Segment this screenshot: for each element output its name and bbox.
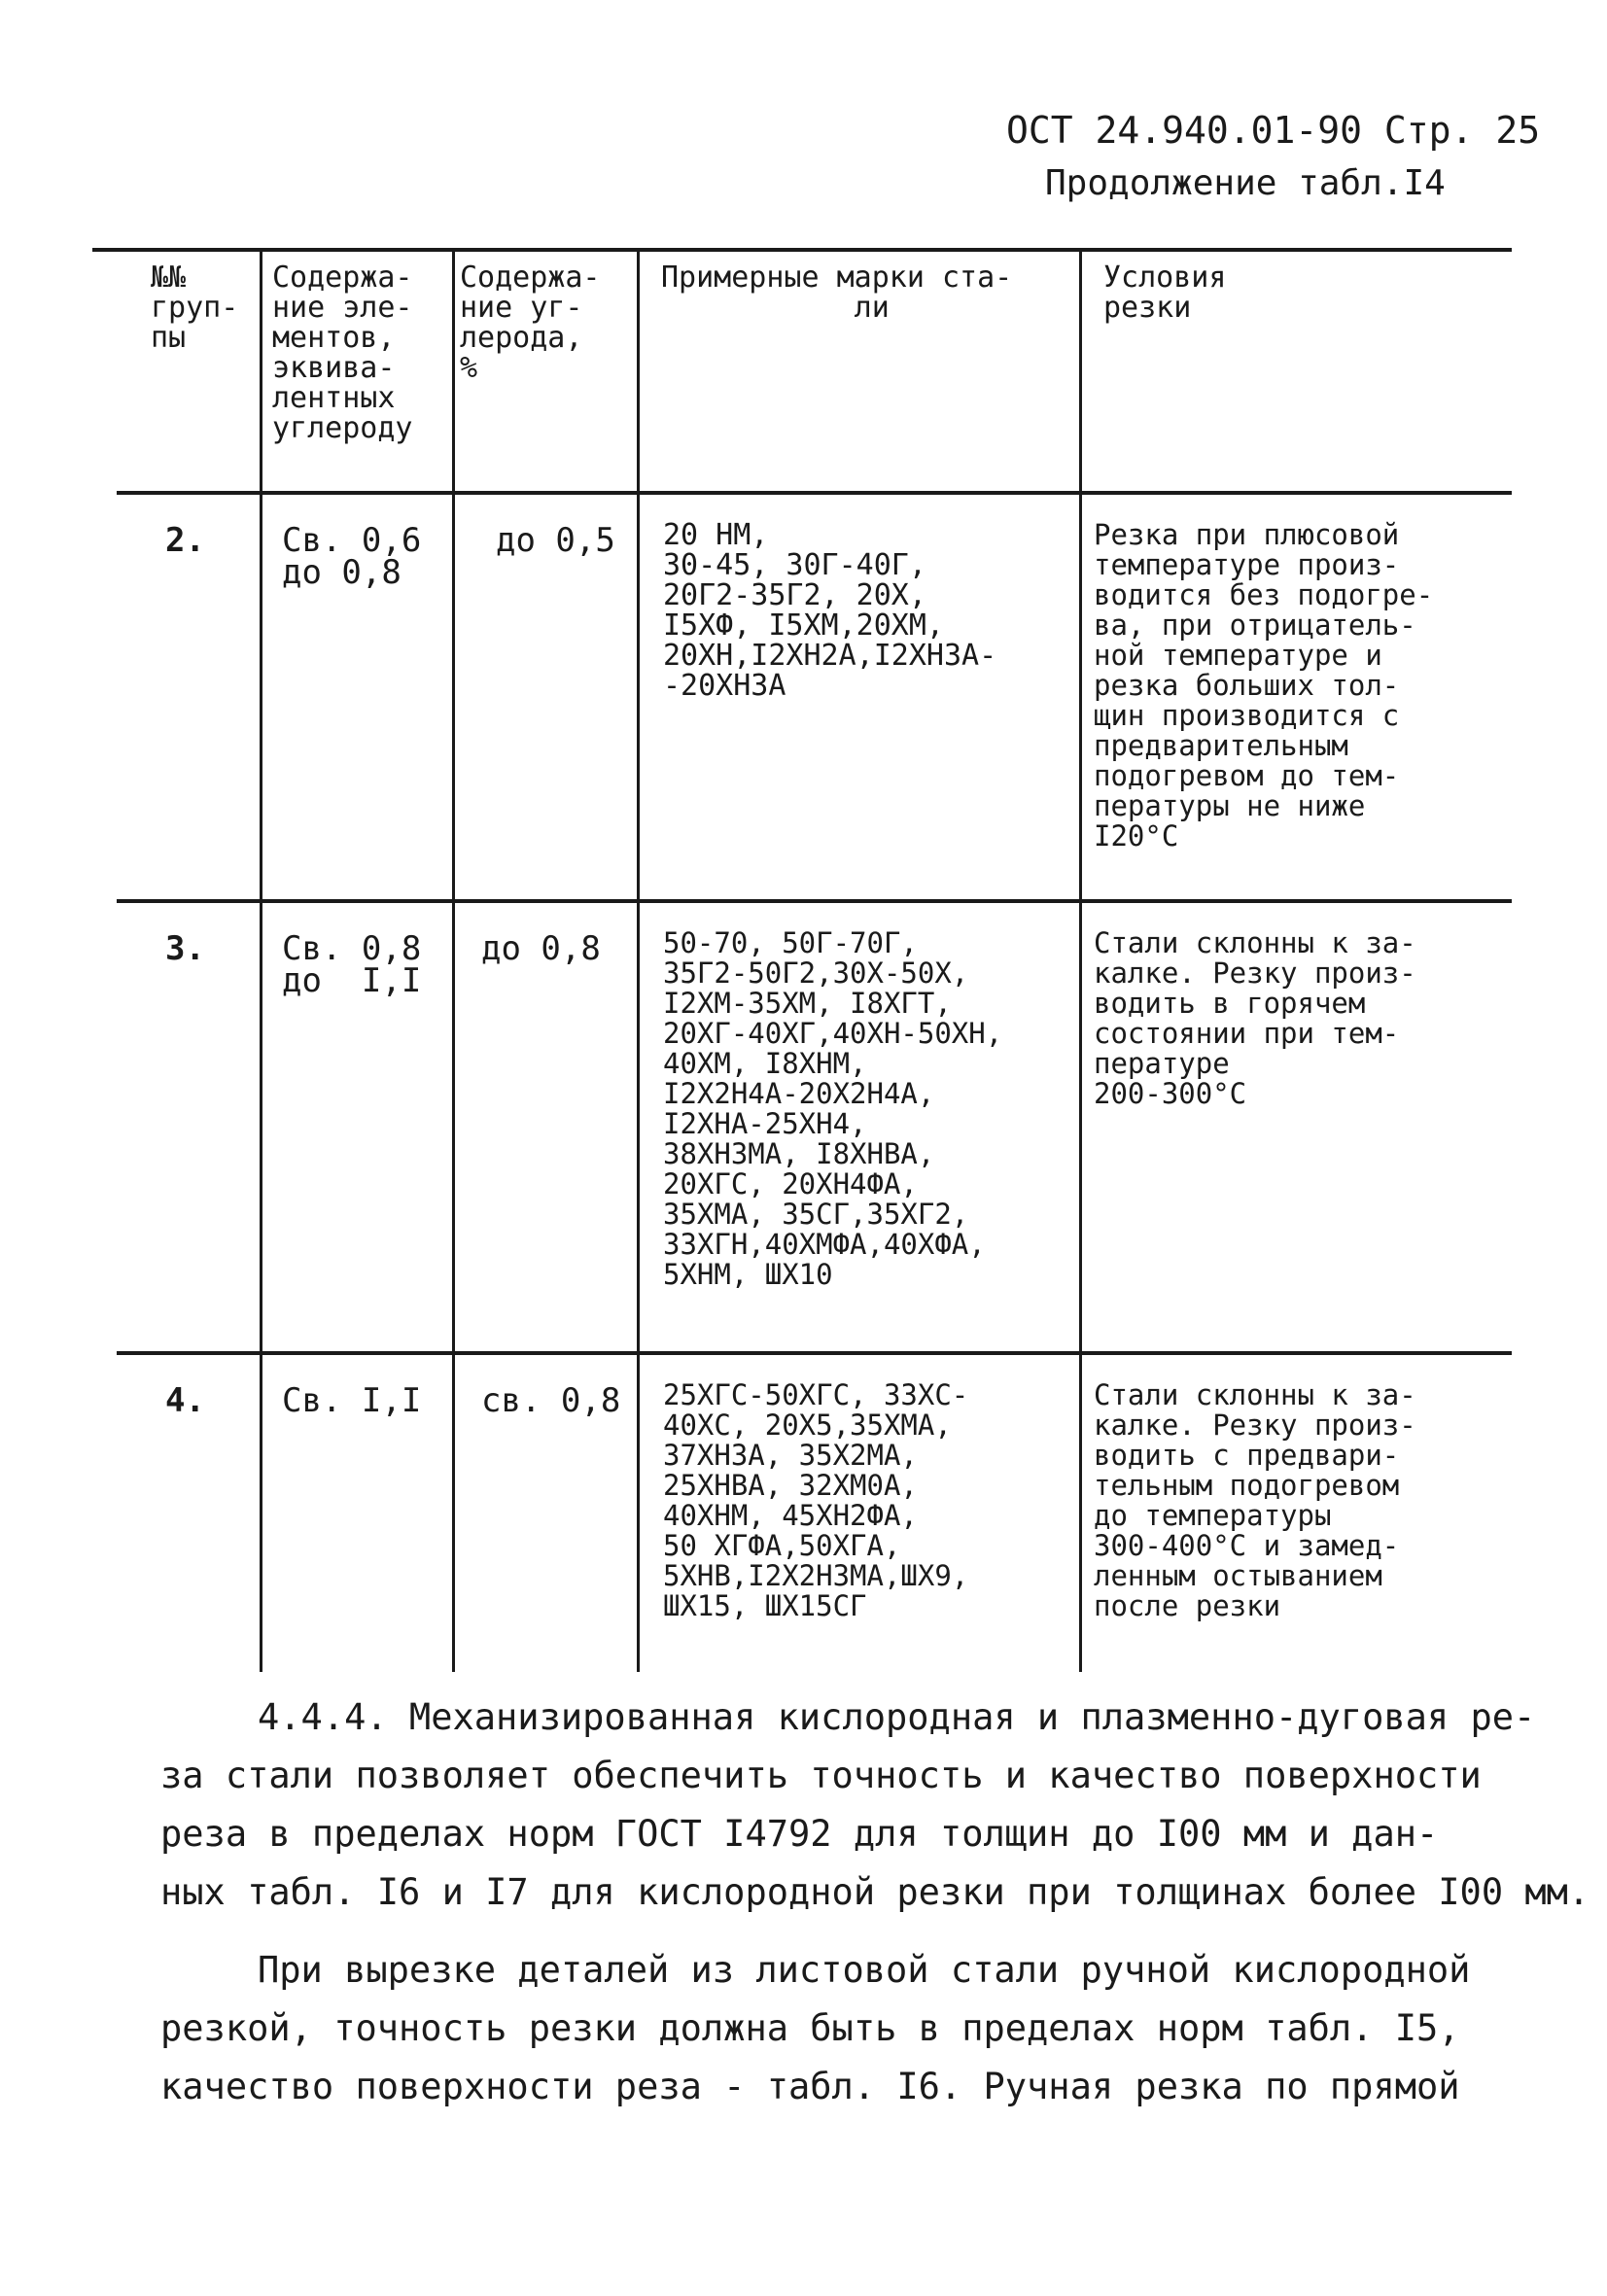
paragraph-4-4-4-line-3: реза в пределах норм ГОСТ I4792 для толщин до I00 мм и дан-	[160, 1813, 1439, 1855]
header-cutting-conditions: Условия резки	[1103, 261, 1227, 325]
row2-carbon: до 0,5	[496, 521, 615, 560]
header-steel-grades: Примерные марки ста- ли	[661, 261, 1013, 325]
row3-conditions: Стали склонны к за- калке. Резку произ- водить в горячем состоянии при тем- пературе 200-300°С	[1094, 926, 1416, 1110]
row3-bottom-rule	[117, 1351, 1512, 1355]
row4-grades: 25ХГС-50ХГС, 33ХС- 40ХС, 20Х5,35ХМА, 37ХН3А, 35Х2МА, 25ХНВА, 32ХМ0А, 40ХНМ, 45ХН2ФА, 50 ХГФА,50ХГА, 5ХНВ,I2Х2Н3МА,ШХ9, ШХ15, ШХ15СГ	[663, 1378, 969, 1622]
row2-equivalent: Св. 0,6 до 0,8	[282, 521, 422, 592]
paragraph-2-line-3: качество поверхности реза - табл. I6. Ручная резка по прямой	[160, 2066, 1460, 2107]
paragraph-4-4-4-line-4: ных табл. I6 и I7 для кислородной резки при толщинах более I00 мм.	[160, 1871, 1590, 1913]
header-carbon-content: Содержа- ние уг- лерода, %	[460, 261, 601, 385]
table-top-rule	[92, 248, 1512, 252]
header-bottom-rule	[117, 491, 1512, 495]
row2-grades: 20 НМ, 30-45, 30Г-40Г, 20Г2-35Г2, 20Х, I5ХФ, I5ХМ,20ХМ, 20ХН,I2ХН2А,I2ХН3А- -20ХН3А	[663, 518, 997, 703]
row4-conditions: Стали склонны к за- калке. Резку произ- водить с предвари- тельным подогревом до температуры 300-400°С и замед- ленным остыванием после резки	[1094, 1378, 1416, 1622]
paragraph-2-line-2: резкой, точность резки должна быть в пределах норм табл. I5,	[160, 2007, 1460, 2049]
column-divider-2	[452, 248, 455, 1672]
column-divider-4	[1079, 248, 1082, 1672]
row3-equivalent: Св. 0,8 до I,I	[282, 929, 422, 1000]
header-equivalent-content: Содержа- ние эле- ментов, эквива- лентных углероду	[272, 261, 413, 445]
column-divider-1	[260, 248, 262, 1672]
row3-group: 3.	[165, 929, 205, 968]
paragraph-4-4-4-line-1: 4.4.4. Механизированная кислородная и плазменно-дуговая ре-	[258, 1696, 1536, 1738]
row4-carbon: св. 0,8	[481, 1381, 621, 1420]
row4-group: 4.	[165, 1381, 205, 1420]
column-divider-3	[637, 248, 640, 1672]
row3-carbon: до 0,8	[481, 929, 601, 968]
table-continuation-label: Продолжение табл.I4	[1045, 163, 1446, 203]
header-group-no: №№ груп- пы	[151, 261, 239, 355]
row2-group: 2.	[165, 521, 205, 560]
paragraph-2-line-1: При вырезке деталей из листовой стали ручной кислородной	[258, 1949, 1471, 1991]
row2-bottom-rule	[117, 899, 1512, 903]
document-reference: ОСТ 24.940.01-90 Стр. 25	[1006, 109, 1541, 152]
row3-grades: 50-70, 50Г-70Г, 35Г2-50Г2,30Х-50Х, I2ХМ-35ХМ, I8ХГТ, 20ХГ-40ХГ,40ХН-50ХН, 40ХМ, I8ХНМ, I2Х2Н4А-20Х2Н4А, I2ХНА-25ХН4, 38ХН3МА, I8ХНВА, 20ХГС, 20ХН4ФА, 35ХМА, 35СГ,35ХГ2, 33ХГН,40ХМФА,40ХФА, 5ХНМ, ШХ10	[663, 926, 1003, 1291]
row4-equivalent: Св. I,I	[282, 1381, 422, 1420]
paragraph-4-4-4-line-2: за стали позволяет обеспечить точность и качество поверхности	[160, 1755, 1482, 1796]
row2-conditions: Резка при плюсовой температуре произ- водится без подогре- ва, при отрицатель- ной температуре и резка больших тол- щин производится с предварительным подогревом до тем- пературы не ниже I20°С	[1094, 518, 1434, 852]
